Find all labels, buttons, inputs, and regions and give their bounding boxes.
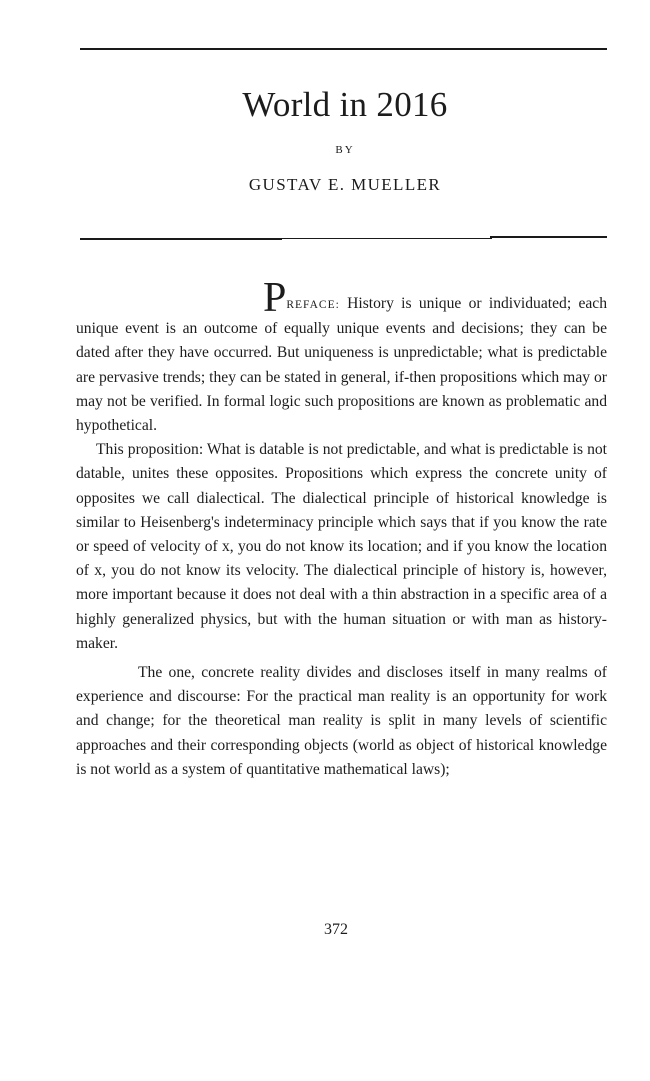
paragraph-3: The one, concrete reality divides and discloses itself in many realms of experience and discourse: For the practical man reality is an opportunity for work and change; for the theoretical man reality is split in many levels of scientific approaches and their corresponding objects (world as object of historical knowledge is not world as a system of quantitative mathematical laws); (76, 664, 607, 778)
author-name: GUSTAV E. MUELLER (248, 175, 442, 194)
preface-label: REFACE: (286, 299, 340, 311)
byline: BY (335, 144, 355, 156)
page-number: 372 (324, 921, 348, 938)
paragraph-2: This proposition: What is datable is not predictable, and what is predictable is not datable, unites these opposites. Propositions which express the concrete unity of opposites we call dialectical. The dialectical principle of historical knowledge is similar to Heisenberg's indeterminacy principle which says that if you know the rate or speed of velocity of x, you do not know its location; and if you know the location of x, you do not know its velocity. The dialectical principle of history is, however, more important because it does not deal with a thin abstraction in a specific area of a highly generalized physics, but with the human situation or with man as history-maker. (76, 441, 607, 652)
drop-cap: P (263, 275, 287, 321)
paragraph-1-text: History is unique or individuated; each unique event is an outcome of equally unique events and decisions; they can be dated after they have occurred. But uniqueness is unpredictable; what is predictable are pervasive trends; they can be stated in general, if-then propositions which may or may not be verified. In formal logic such propositions are known as problematic and hypothetical. (76, 295, 607, 435)
paragraph-preface (76, 275, 607, 438)
article-title: World in 2016 (242, 85, 448, 124)
header-bottom-rule-right (490, 236, 607, 238)
header-bottom-rule-left (80, 238, 282, 240)
top-rule (80, 48, 607, 50)
article-body (76, 275, 607, 782)
header-bottom-rule-middle (282, 238, 492, 239)
